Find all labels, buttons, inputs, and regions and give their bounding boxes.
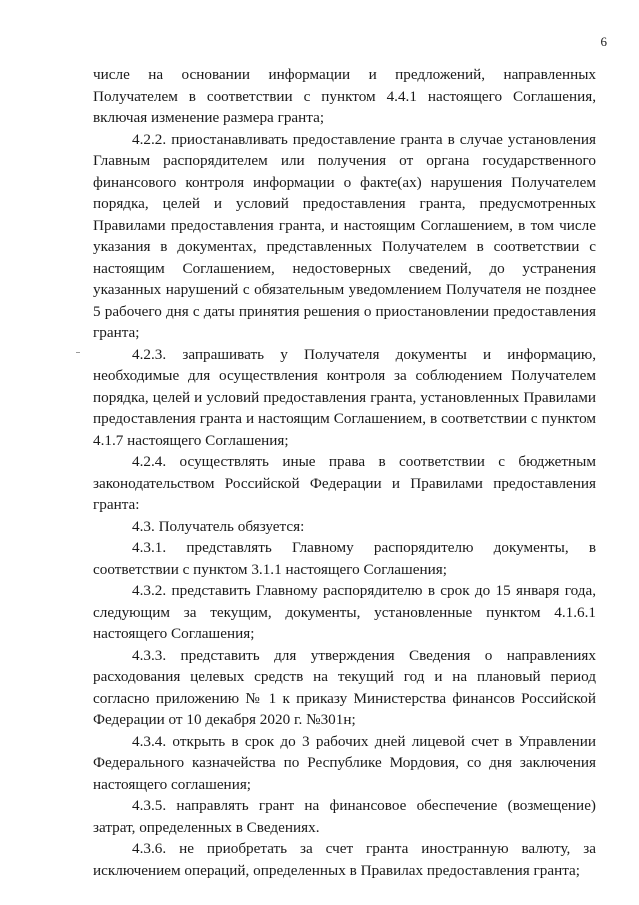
paragraph-4-2-2: 4.2.2. приостанавливать предоставление гранта в случае установления Главным распорядителем или получения от органа государственного финансового контроля информации о факте(ах) нарушения Получателем порядка, целей и условий предоставления гранта, предусмотренных Правилами предоставления гранта, и настоящим Соглашением, в том числе указания в документах, представленных Получателем в соответствии с настоящим Соглашением, недостоверных сведений, до устранения указанных нарушений с обязательным уведомлением Получателя не позднее 5 рабочего дня с даты принятия решения о приостановлении предоставления гранта; [93,130,596,341]
paragraph-continuation: числе на основании информации и предложений, направленных Получателем в соответствии с пунктом 4.4.1 настоящего Соглашения, включая изменение размера гранта; [93,66,596,126]
document-body [93,64,596,881]
page-number: 6 [600,34,607,49]
margin-mark [76,352,80,353]
paragraph-4-3-4: 4.3.4. открыть в срок до 3 рабочих дней лицевой счет в Управлении Федерального казначейства по Республике Мордовия, со дня заключения настоящего соглашения; [93,732,596,793]
paragraph-4-3-3: 4.3.3. представить для утверждения Сведения о направлениях расходования целевых средств на текущий год и на плановый период согласно приложению № 1 к приказу Министерства финансов Российской Федерации от 10 декабря 2020 г. №301н; [93,646,596,728]
paragraph-4-3-1: 4.3.1. представлять Главному распорядителю документы, в соответствии с пунктом 3.1.1 настоящего Соглашения; [93,539,596,578]
paragraph-4-3: 4.3. Получатель обязуется: [132,517,305,535]
paragraph-4-2-4: 4.2.4. осуществлять иные права в соответствии с бюджетным законодательством Российской Федерации и Правилами предоставления гранта: [93,453,596,513]
paragraph-4-3-5: 4.3.5. направлять грант на финансовое обеспечение (возмещение) затрат, определенных в Сведениях. [93,797,596,836]
paragraph-4-3-2: 4.3.2. представить Главному распорядителю в срок до 15 января года, следующим за текущим, документы, установленные пунктом 4.1.6.1 настоящего Соглашения; [93,582,596,642]
paragraph-4-2-3: 4.2.3. запрашивать у Получателя документы и информацию, необходимые для осуществления контроля за соблюдением Получателем порядка, целей и условий предоставления гранта, установленных Правилами предоставления гранта и настоящим Соглашением, в соответствии с пунктом 4.1.7 настоящего Соглашения; [93,345,596,449]
paragraph-4-3-6: 4.3.6. не приобретать за счет гранта иностранную валюту, за исключением операций, определенных в Правилах предоставления гранта; [93,840,596,879]
